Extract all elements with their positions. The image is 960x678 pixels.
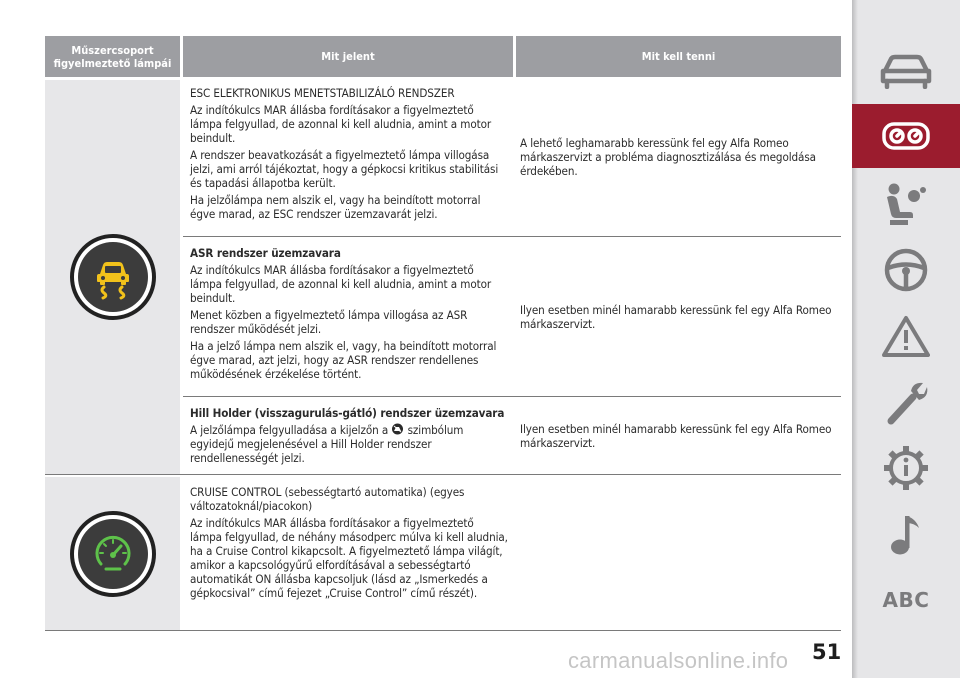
header-meaning: Mit jelent (183, 36, 513, 77)
sidebar-item-maintenance[interactable] (852, 370, 960, 434)
sidebar-item-index[interactable] (852, 574, 960, 626)
sidebar-item-technical-data[interactable] (852, 436, 960, 500)
chapter-sidebar (852, 0, 960, 678)
sidebar-item-car[interactable] (852, 38, 960, 104)
hill-holder-paragraph: A jelzőlámpa felgyulladása a kijelzőn a szimbólum egyidejű megjelenésével a Hill Holder rendszer rendellenességét jelzi. (190, 423, 464, 465)
airbag-seat-icon (882, 182, 930, 226)
sidebar-item-dashboard[interactable] (852, 104, 960, 168)
watermark: carmanualsonline.info (568, 648, 789, 673)
header-action: Mit kell tenni (516, 36, 841, 77)
dashboard-icon (881, 121, 931, 151)
hill-holder-action: Ilyen esetben minél hamarabb keressünk fel egy Alfa Romeo márkaszervizt. (520, 422, 832, 450)
asr-paragraph: Ha a jelző lámpa nem alszik el, vagy, ha beindított motorral égve marad, azt jelzi, hogy az ASR rendszer rendellenes működésének érzékelése történt. (190, 339, 497, 381)
cruise-description (190, 485, 508, 603)
esc-warning-lamp (70, 234, 156, 320)
car-icon (879, 53, 933, 89)
warning-triangle-icon (882, 315, 930, 357)
table-bottom-line (45, 630, 841, 631)
cruise-title: CRUISE CONTROL (sebességtartó automatika) (egyes változatoknál/piacokon) (190, 485, 465, 513)
sidebar-item-safety[interactable] (852, 172, 960, 236)
steering-wheel-icon (883, 247, 929, 293)
esc-skid-car-icon (90, 254, 136, 300)
esc-paragraph: Az indítókulcs MAR állásba fordításakor a figyelmeztető lámpa felgyullad, de azonnal ki kell aludnia, amint a motor beindult. (190, 103, 492, 145)
cruise-speedometer-icon (90, 531, 136, 577)
row-divider (183, 236, 841, 237)
sidebar-item-warnings[interactable] (852, 304, 960, 368)
icon-cell-cruise (45, 477, 180, 630)
asr-paragraph: Az indítókulcs MAR állásba fordításakor a figyelmeztető lámpa felgyullad, de azonnal ki kell aludnia, amint a motor beindult. (190, 263, 492, 305)
row-divider (183, 396, 841, 397)
wrench-icon (883, 379, 929, 425)
cruise-control-lamp (70, 511, 156, 597)
sidebar-item-multimedia[interactable] (852, 502, 960, 566)
hill-holder-title: Hill Holder (visszagurulás-gátló) rendszer üzemzavara (190, 406, 505, 420)
esc-paragraph: A rendszer beavatkozását a figyelmeztető lámpa villogása jelzi, ami arról tájékoztat, hogy a gépkocsi kritikus stabilitási és tapadási állapotba került. (190, 148, 499, 190)
esc-title: ESC ELEKTRONIKUS MENETSTABILIZÁLÓ RENDSZER (190, 86, 455, 100)
esc-paragraph: Ha jelzőlámpa nem alszik el, vagy ha beindított motorral égve marad, az ESC rendszer üzemzavarát jelzi. (190, 193, 481, 221)
asr-title: ASR rendszer üzemzavara (190, 246, 341, 260)
row-divider (45, 474, 841, 475)
icon-cell-esc (45, 80, 180, 474)
technical-info-icon (883, 445, 929, 491)
asr-description (190, 246, 508, 384)
esc-action: A lehető leghamarabb keressünk fel egy Alfa Romeo márkaszervizt a probléma diagnosztizálása és megoldása érdekében. (520, 136, 816, 178)
sidebar-item-steering[interactable] (852, 238, 960, 302)
page-number: 51 (812, 640, 842, 664)
header-warning-lamps: Műszercsoport figyelmeztető lámpái (45, 36, 180, 77)
cruise-paragraph: Az indítókulcs MAR állásba fordításakor a figyelmeztető lámpa felgyullad, de néhány másodperc múlva ki kell aludnia, ha a Cruise Control kikapcsolt. A figyelmeztető lámpa világít, amikor a kapcsológyűrű elfordításával a sebességtartó automatikát ON állásba kapcsoljuk (lásd az „Ismerkedés a gépkocsival” című fejezet „Cruise Control” című részét). (190, 516, 508, 600)
music-note-icon (886, 511, 926, 557)
hill-holder-description (190, 406, 508, 468)
asr-action: Ilyen esetben minél hamarabb keressünk fel egy Alfa Romeo márkaszervizt. (520, 303, 832, 331)
asr-paragraph: Menet közben a figyelmeztető lámpa villogása az ASR rendszer működését jelzi. (190, 308, 468, 336)
esc-description (190, 86, 508, 224)
hill-holder-symbol-icon (391, 423, 404, 435)
sidebar-index-label: ABC (882, 588, 930, 612)
